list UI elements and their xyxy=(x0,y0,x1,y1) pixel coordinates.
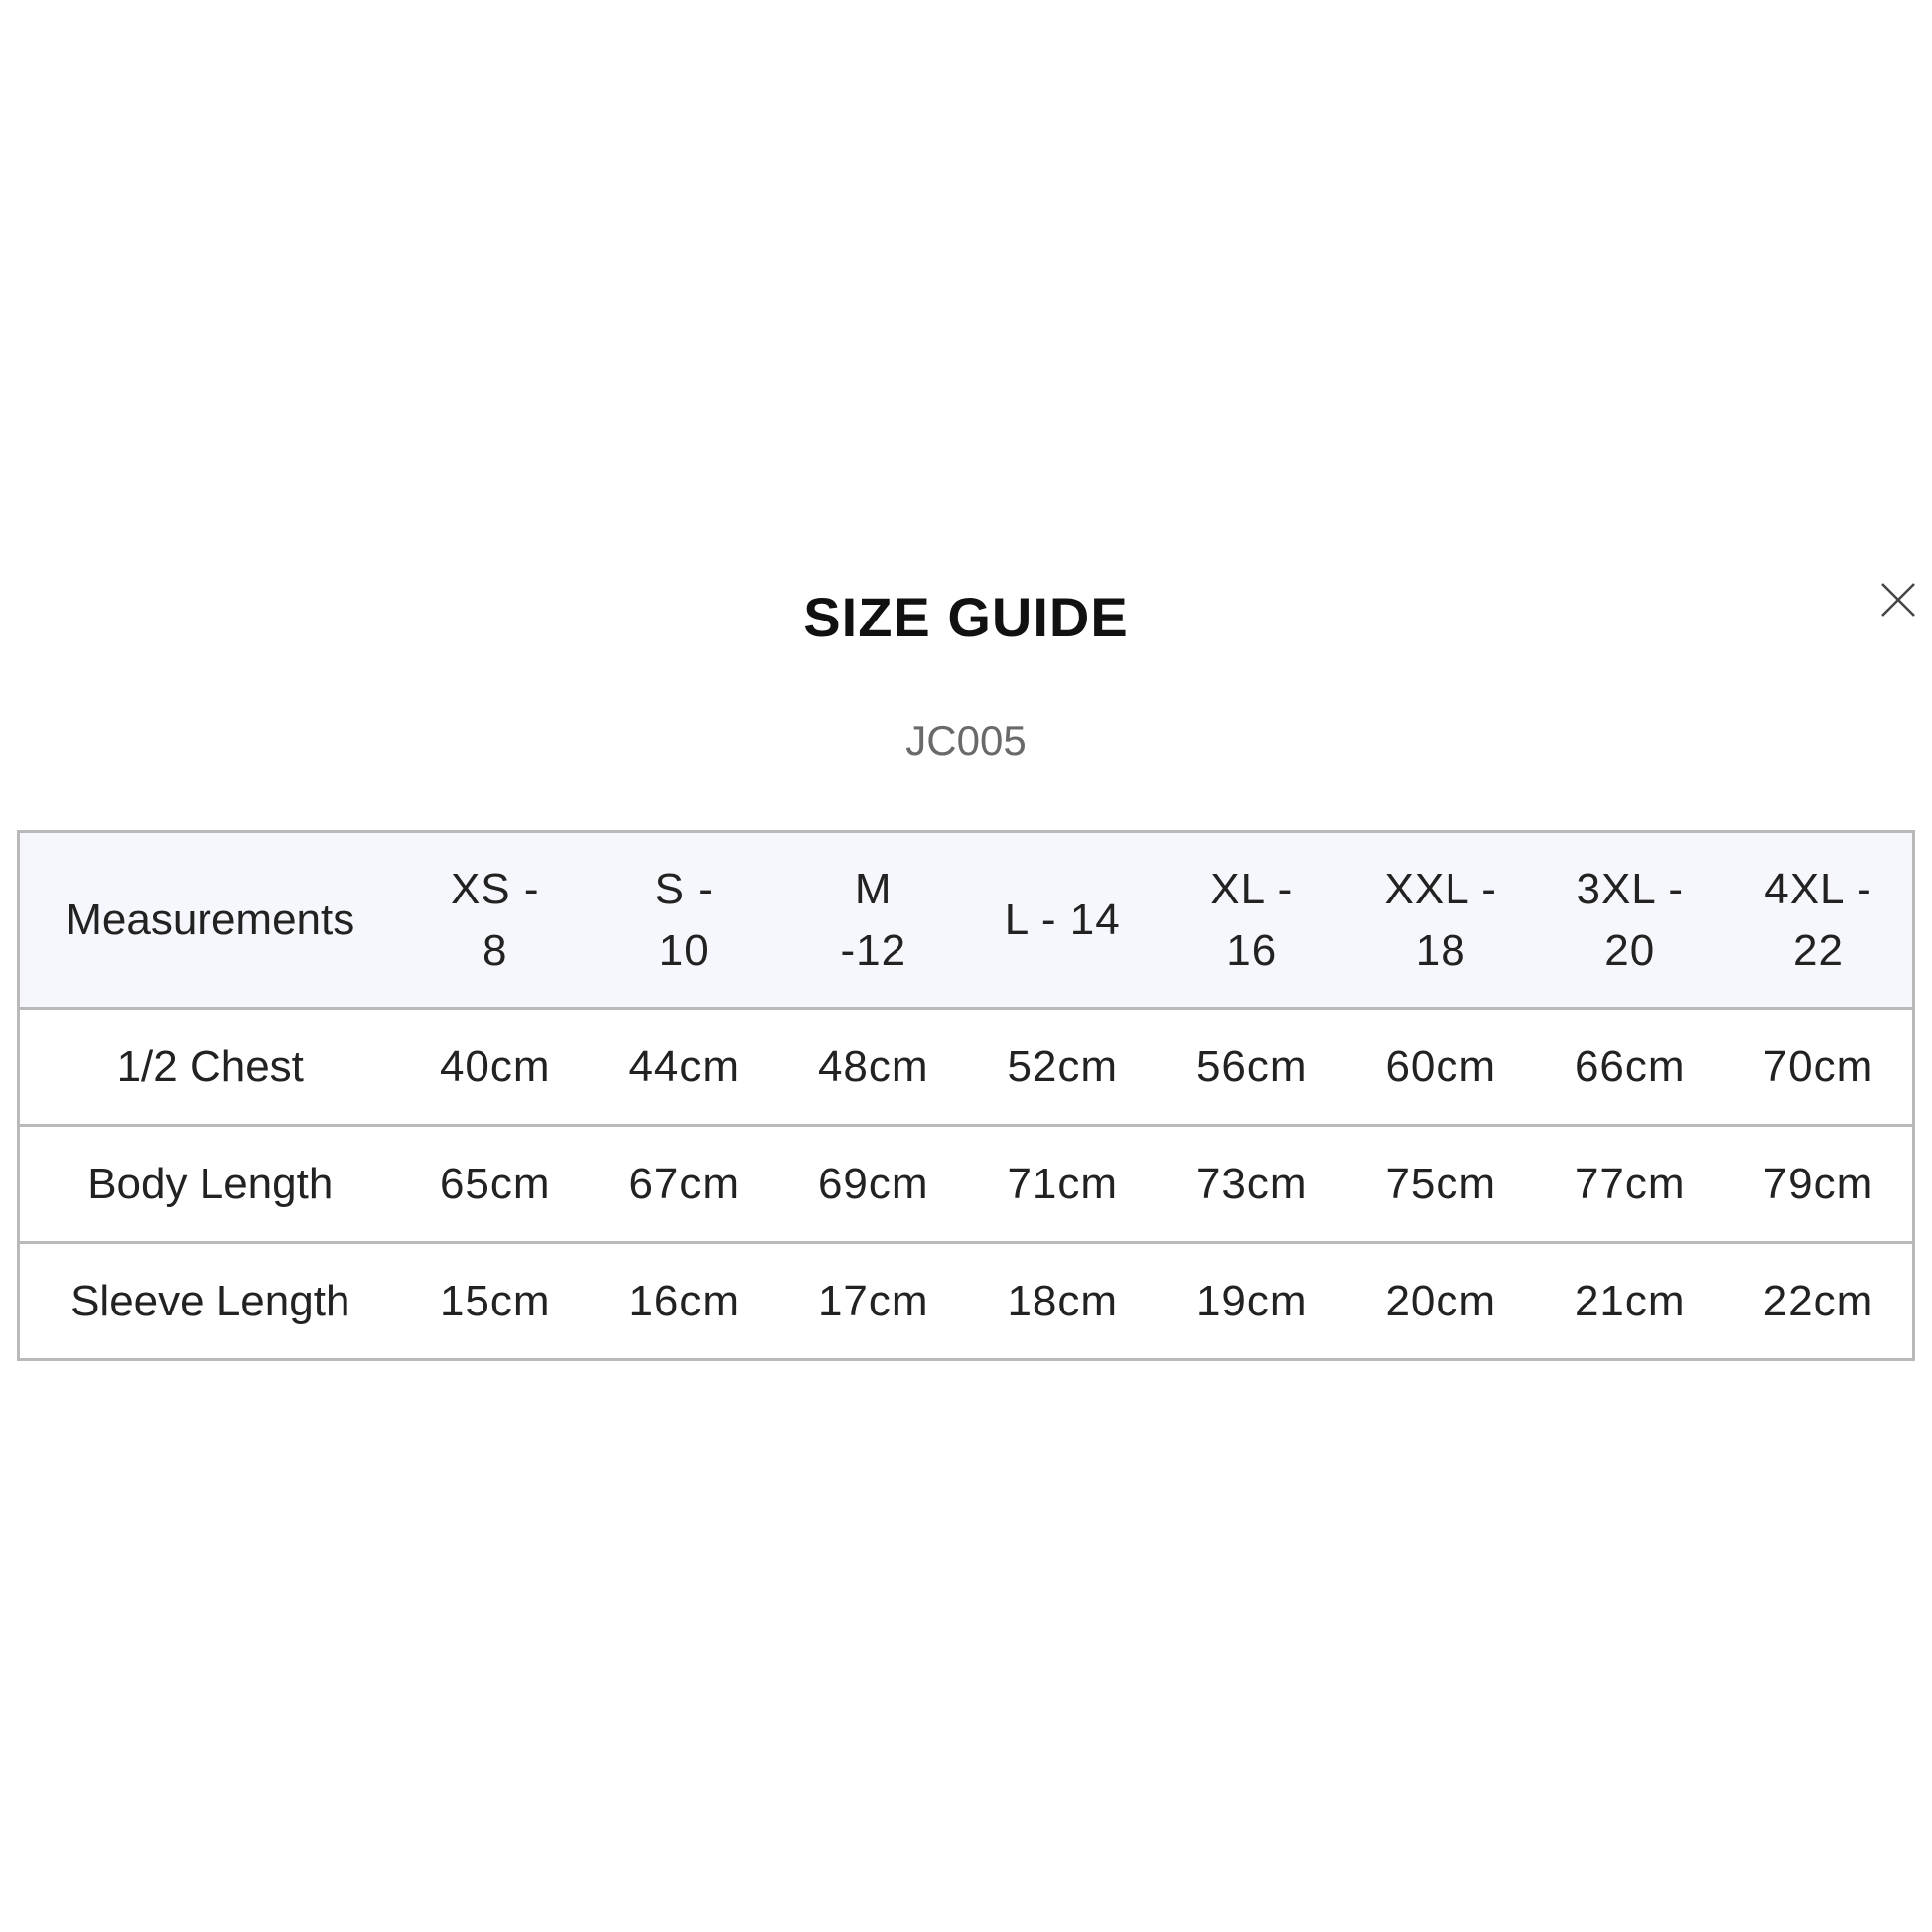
table-cell: 56cm xyxy=(1195,1041,1308,1091)
table-cell: 70cm xyxy=(1762,1041,1874,1091)
table-cell: 40cm xyxy=(439,1041,551,1091)
size-table xyxy=(17,830,1915,1361)
header-size: M -12 xyxy=(840,864,907,975)
table-cell: 21cm xyxy=(1574,1276,1686,1325)
table-cell: 20cm xyxy=(1385,1276,1497,1325)
table-cell: 19cm xyxy=(1195,1276,1308,1325)
table-cell: 17cm xyxy=(817,1276,929,1325)
table-cell: 15cm xyxy=(439,1276,551,1325)
table-cell: 52cm xyxy=(1007,1041,1119,1091)
row-label: 1/2 Chest xyxy=(116,1041,304,1091)
row-label: Body Length xyxy=(87,1159,334,1208)
table-cell: 71cm xyxy=(1007,1159,1119,1208)
header-size: 3XL - 20 xyxy=(1576,864,1685,975)
header-size: XXL - 18 xyxy=(1384,864,1497,975)
table-cell: 79cm xyxy=(1762,1159,1874,1208)
table-cell: 60cm xyxy=(1385,1041,1497,1091)
table-header-row xyxy=(19,832,1914,1009)
table-cell: 73cm xyxy=(1195,1159,1308,1208)
table-cell: 67cm xyxy=(628,1159,741,1208)
product-code: JC005 xyxy=(905,717,1027,763)
table-cell: 48cm xyxy=(817,1041,929,1091)
table-cell: 66cm xyxy=(1574,1041,1686,1091)
table-row xyxy=(19,1009,1914,1126)
table-cell: 75cm xyxy=(1385,1159,1497,1208)
size-guide-modal xyxy=(0,556,1932,1410)
table-row xyxy=(19,1126,1914,1243)
table-cell: 22cm xyxy=(1762,1276,1874,1325)
table-cell: 16cm xyxy=(628,1276,741,1325)
row-label: Sleeve Length xyxy=(70,1276,350,1325)
table-cell: 18cm xyxy=(1007,1276,1119,1325)
header-size: L - 14 xyxy=(1004,895,1121,944)
table-cell: 69cm xyxy=(817,1159,929,1208)
header-size: S - 10 xyxy=(654,864,714,975)
header-measurements: Measurements xyxy=(66,895,355,944)
table-cell: 77cm xyxy=(1574,1159,1686,1208)
header-size: XS - 8 xyxy=(450,864,540,975)
header-size: XL - 16 xyxy=(1210,864,1294,975)
modal-title: SIZE GUIDE xyxy=(803,586,1129,648)
table-row xyxy=(19,1243,1914,1360)
table-cell: 65cm xyxy=(439,1159,551,1208)
table-cell: 44cm xyxy=(628,1041,741,1091)
header-size: 4XL - 22 xyxy=(1764,864,1872,975)
